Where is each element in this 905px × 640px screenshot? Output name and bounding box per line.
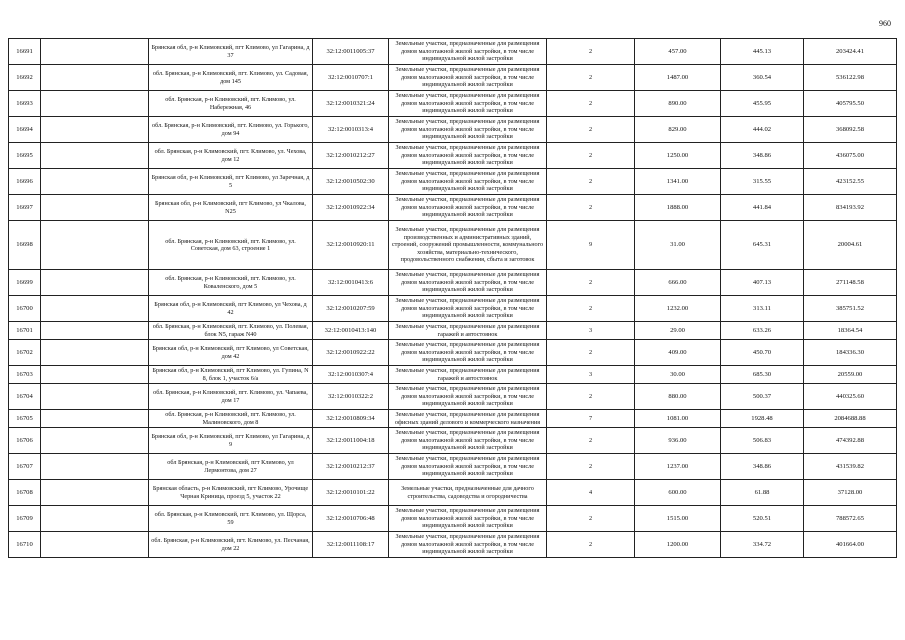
table-row [9,384,897,410]
table-row [9,39,897,65]
address-cell: Брянская обл, р-н Климовский, пгт Климово, ул Чехова, д 42 [149,296,313,322]
area-cell: 1081.00 [635,410,721,428]
empty-cell [41,340,149,366]
group-cell: 2 [547,39,635,65]
area-cell: 936.00 [635,428,721,454]
group-cell: 2 [547,91,635,117]
empty-cell [41,322,149,340]
specific-value-cell: 334.72 [721,532,804,558]
area-cell: 1237.00 [635,454,721,480]
empty-cell [41,65,149,91]
specific-value-cell: 313.11 [721,296,804,322]
area-cell: 29.00 [635,322,721,340]
table-row [9,366,897,384]
cadastral-number-cell: 32:12:0010922:34 [313,195,389,221]
empty-cell [41,384,149,410]
address-cell: обл. Брянская, р-н Климовский, пгт. Климово, ул. Чехова, дом 12 [149,143,313,169]
group-cell: 2 [547,65,635,91]
specific-value-cell: 315.55 [721,169,804,195]
table-row [9,506,897,532]
cadastral-value-cell: 368092.58 [804,117,897,143]
row-number-cell: 16694 [9,117,41,143]
empty-cell [41,221,149,270]
table-row [9,454,897,480]
group-cell: 2 [547,532,635,558]
cadastral-number-cell: 32:12:0010707:1 [313,65,389,91]
area-cell: 409.00 [635,340,721,366]
address-cell: обл. Брянская, р-н Климовский, пгт. Климово, ул. Советская, дом 63, строение 1 [149,221,313,270]
cadastral-value-table [8,38,897,558]
specific-value-cell: 61.88 [721,480,804,506]
empty-cell [41,117,149,143]
address-cell: обл. Брянская, р-н Климовский, пгт. Климово, ул. Щорса, 59 [149,506,313,532]
row-number-cell: 16696 [9,169,41,195]
row-number-cell: 16692 [9,65,41,91]
address-cell: обл. Брянская, р-н Климовский, пгт. Климово, ул. Чапаева, дом 17 [149,384,313,410]
address-cell: Брянская обл, р-н Климовский, пгт Климово, ул. Гупина, N 8, блок 1, участок 6/а [149,366,313,384]
empty-cell [41,480,149,506]
empty-cell [41,428,149,454]
table-row [9,221,897,270]
area-cell: 829.00 [635,117,721,143]
row-number-cell: 16709 [9,506,41,532]
cadastral-value-cell: 536122.98 [804,65,897,91]
specific-value-cell: 348.86 [721,454,804,480]
empty-cell [41,410,149,428]
land-use-cell: Земельные участки, предназначенные для размещения домов малоэтажной жилой застройки, в том числе индивидуальной жилой застройки [389,65,547,91]
empty-cell [41,270,149,296]
cadastral-number-cell: 32:12:0010809:34 [313,410,389,428]
row-number-cell: 16700 [9,296,41,322]
area-cell: 1200.00 [635,532,721,558]
row-number-cell: 16699 [9,270,41,296]
land-use-cell: Земельные участки, предназначенные для размещения офисных зданий делового и коммерческого назначения [389,410,547,428]
area-cell: 1515.00 [635,506,721,532]
specific-value-cell: 450.70 [721,340,804,366]
cadastral-number-cell: 32:12:0010321:24 [313,91,389,117]
area-cell: 666.00 [635,270,721,296]
area-cell: 1888.00 [635,195,721,221]
cadastral-number-cell: 32:12:0011108:17 [313,532,389,558]
land-use-cell: Земельные участки, предназначенные для размещения домов малоэтажной жилой застройки, в том числе индивидуальной жилой застройки [389,296,547,322]
cadastral-number-cell: 32:12:0010307:4 [313,366,389,384]
cadastral-number-cell: 32:12:0010207:59 [313,296,389,322]
specific-value-cell: 506.83 [721,428,804,454]
cadastral-number-cell: 32:12:0011005:37 [313,39,389,65]
land-use-cell: Земельные участки, предназначенные для дачного строительства, садоводства и огородничества [389,480,547,506]
land-use-cell: Земельные участки, предназначенные для размещения домов малоэтажной жилой застройки, в том числе индивидуальной жилой застройки [389,270,547,296]
cadastral-value-cell: 474392.88 [804,428,897,454]
area-cell: 1250.00 [635,143,721,169]
cadastral-value-cell: 184336.30 [804,340,897,366]
row-number-cell: 16695 [9,143,41,169]
table-row [9,169,897,195]
land-use-cell: Земельные участки, предназначенные для размещения домов малоэтажной жилой застройки, в том числе индивидуальной жилой застройки [389,506,547,532]
area-cell: 880.00 [635,384,721,410]
row-number-cell: 16702 [9,340,41,366]
land-use-cell: Земельные участки, предназначенные для размещения домов малоэтажной жилой застройки, в том числе индивидуальной жилой застройки [389,195,547,221]
cadastral-value-cell: 423152.55 [804,169,897,195]
area-cell: 600.00 [635,480,721,506]
cadastral-value-cell: 401664.00 [804,532,897,558]
empty-cell [41,169,149,195]
row-number-cell: 16701 [9,322,41,340]
cadastral-value-cell: 385751.52 [804,296,897,322]
table-row [9,270,897,296]
row-number-cell: 16704 [9,384,41,410]
group-cell: 2 [547,195,635,221]
page-number: 960 [879,19,891,28]
specific-value-cell: 633.26 [721,322,804,340]
cadastral-number-cell: 32:12:0010101:22 [313,480,389,506]
table-row [9,195,897,221]
table-row [9,322,897,340]
group-cell: 2 [547,506,635,532]
cadastral-value-cell: 203424.41 [804,39,897,65]
row-number-cell: 16706 [9,428,41,454]
specific-value-cell: 455.95 [721,91,804,117]
row-number-cell: 16703 [9,366,41,384]
row-number-cell: 16691 [9,39,41,65]
cadastral-number-cell: 32:12:0010502:30 [313,169,389,195]
cadastral-value-cell: 436075.00 [804,143,897,169]
address-cell: обл. Брянская, р-н Климовский, пгт. Климово, ул. Песчаная, дом 22 [149,532,313,558]
area-cell: 1487.00 [635,65,721,91]
area-cell: 1341.00 [635,169,721,195]
cadastral-number-cell: 32:12:0010313:4 [313,117,389,143]
group-cell: 3 [547,322,635,340]
row-number-cell: 16705 [9,410,41,428]
cadastral-value-cell: 440325.60 [804,384,897,410]
land-use-cell: Земельные участки, предназначенные для размещения домов малоэтажной жилой застройки, в том числе индивидуальной жилой застройки [389,143,547,169]
table-row [9,296,897,322]
specific-value-cell: 685.30 [721,366,804,384]
cadastral-number-cell: 32:12:0011004:18 [313,428,389,454]
group-cell: 2 [547,384,635,410]
table-row [9,340,897,366]
specific-value-cell: 500.37 [721,384,804,410]
row-number-cell: 16707 [9,454,41,480]
group-cell: 2 [547,296,635,322]
address-cell: Брянская обл, р-н Климовский, пгт Климово, ул Советская, дом 42 [149,340,313,366]
group-cell: 2 [547,428,635,454]
address-cell: Брянская обл, р-н Климовский, пгт Климово, ул Гагарина, д 9 [149,428,313,454]
cadastral-value-cell: 2084688.88 [804,410,897,428]
land-use-cell: Земельные участки, предназначенные для размещения гаражей и автостоянок [389,322,547,340]
address-cell: Брянская обл, р-н Климовский, пгт Климово, ул Заречная, д 5 [149,169,313,195]
address-cell: обл Брянская, р-н Климовский, пгт Климово, ул Лермонтова, дом 27 [149,454,313,480]
group-cell: 2 [547,340,635,366]
cadastral-value-cell: 271148.58 [804,270,897,296]
table-row [9,532,897,558]
address-cell: обл. Брянская, р-н Климовский, пгт. Климово, ул. Горького, дом 94 [149,117,313,143]
table-row [9,410,897,428]
cadastral-number-cell: 32:12:0010706:48 [313,506,389,532]
address-cell: Брянская обл, р-н Климовский, пгт Климово, ул Гагарина, д 37 [149,39,313,65]
specific-value-cell: 444.02 [721,117,804,143]
cadastral-value-cell: 788572.65 [804,506,897,532]
specific-value-cell: 348.86 [721,143,804,169]
table-row [9,117,897,143]
table-row [9,428,897,454]
land-use-cell: Земельные участки, предназначенные для размещения домов малоэтажной жилой застройки, в том числе индивидуальной жилой застройки [389,428,547,454]
empty-cell [41,296,149,322]
cadastral-number-cell: 32:12:0010920:11 [313,221,389,270]
address-cell: Брянская обл, р-н Климовский, пгт Климово, ул Чкалова, N25 [149,195,313,221]
cadastral-number-cell: 32:12:0010413:140 [313,322,389,340]
group-cell: 2 [547,143,635,169]
cadastral-value-cell: 37128.00 [804,480,897,506]
cadastral-value-cell: 20004.61 [804,221,897,270]
land-use-cell: Земельные участки, предназначенные для размещения домов малоэтажной жилой застройки, в том числе индивидуальной жилой застройки [389,117,547,143]
address-cell: обл. Брянская, р-н Климовский, пгт. Климово, ул. Малиновского, дом 8 [149,410,313,428]
address-cell: Брянская область, р-н Климовский, пгт Климово, Урочище Черная Криница, проезд 5, участок 22 [149,480,313,506]
land-use-cell: Земельные участки, предназначенные для размещения домов малоэтажной жилой застройки, в том числе индивидуальной жилой застройки [389,340,547,366]
land-use-cell: Земельные участки, предназначенные для размещения производственных и административных зданий, строений, сооружений промышленности, коммунального хозяйства, материально-технического, продовольственного снабжения, сбыта и заготовок [389,221,547,270]
cadastral-number-cell: 32:12:0010922:22 [313,340,389,366]
cadastral-value-cell: 18364.54 [804,322,897,340]
table-body [9,39,897,558]
group-cell: 2 [547,169,635,195]
land-use-cell: Земельные участки, предназначенные для размещения домов малоэтажной жилой застройки, в том числе индивидуальной жилой застройки [389,384,547,410]
table-row [9,480,897,506]
cadastral-value-cell: 20559.00 [804,366,897,384]
empty-cell [41,143,149,169]
address-cell: обл. Брянская, р-н Климовский, пгт. Климово, ул. Набережная, 46 [149,91,313,117]
empty-cell [41,366,149,384]
specific-value-cell: 441.84 [721,195,804,221]
address-cell: обл. Брянская, р-н Климовский, пгт. Климово, ул. Полевая, блок N5, гараж N40 [149,322,313,340]
land-use-cell: Земельные участки, предназначенные для размещения домов малоэтажной жилой застройки, в том числе индивидуальной жилой застройки [389,532,547,558]
cadastral-number-cell: 32:12:0010413:6 [313,270,389,296]
row-number-cell: 16693 [9,91,41,117]
empty-cell [41,532,149,558]
land-use-cell: Земельные участки, предназначенные для размещения домов малоэтажной жилой застройки, в том числе индивидуальной жилой застройки [389,91,547,117]
group-cell: 2 [547,270,635,296]
table-row [9,143,897,169]
address-cell: обл. Брянская, р-н Климовский, пгт. Климово, ул. Садовая, дом 145 [149,65,313,91]
row-number-cell: 16697 [9,195,41,221]
specific-value-cell: 445.13 [721,39,804,65]
land-use-cell: Земельные участки, предназначенные для размещения домов малоэтажной жилой застройки, в том числе индивидуальной жилой застройки [389,39,547,65]
specific-value-cell: 645.31 [721,221,804,270]
group-cell: 2 [547,454,635,480]
area-cell: 890.00 [635,91,721,117]
specific-value-cell: 1928.48 [721,410,804,428]
cadastral-value-cell: 834193.92 [804,195,897,221]
area-cell: 31.00 [635,221,721,270]
cadastral-number-cell: 32:12:0010212:27 [313,143,389,169]
cadastral-value-cell: 405795.50 [804,91,897,117]
table-row [9,65,897,91]
empty-cell [41,39,149,65]
land-use-cell: Земельные участки, предназначенные для размещения домов малоэтажной жилой застройки, в том числе индивидуальной жилой застройки [389,454,547,480]
land-use-cell: Земельные участки, предназначенные для размещения домов малоэтажной жилой застройки, в том числе индивидуальной жилой застройки [389,169,547,195]
group-cell: 2 [547,117,635,143]
row-number-cell: 16708 [9,480,41,506]
table-row [9,91,897,117]
cadastral-value-cell: 431539.82 [804,454,897,480]
cadastral-number-cell: 32:12:0010322:2 [313,384,389,410]
group-cell: 9 [547,221,635,270]
empty-cell [41,91,149,117]
row-number-cell: 16710 [9,532,41,558]
specific-value-cell: 360.54 [721,65,804,91]
area-cell: 1232.00 [635,296,721,322]
group-cell: 4 [547,480,635,506]
cadastral-number-cell: 32:12:0010212:37 [313,454,389,480]
address-cell: обл. Брянская, р-н Климовский, пгт. Климово, ул. Коваленского, дом 5 [149,270,313,296]
group-cell: 3 [547,366,635,384]
specific-value-cell: 520.51 [721,506,804,532]
group-cell: 7 [547,410,635,428]
row-number-cell: 16698 [9,221,41,270]
area-cell: 30.00 [635,366,721,384]
empty-cell [41,195,149,221]
empty-cell [41,506,149,532]
land-use-cell: Земельные участки, предназначенные для размещения гаражей и автостоянок [389,366,547,384]
empty-cell [41,454,149,480]
specific-value-cell: 407.13 [721,270,804,296]
area-cell: 457.00 [635,39,721,65]
